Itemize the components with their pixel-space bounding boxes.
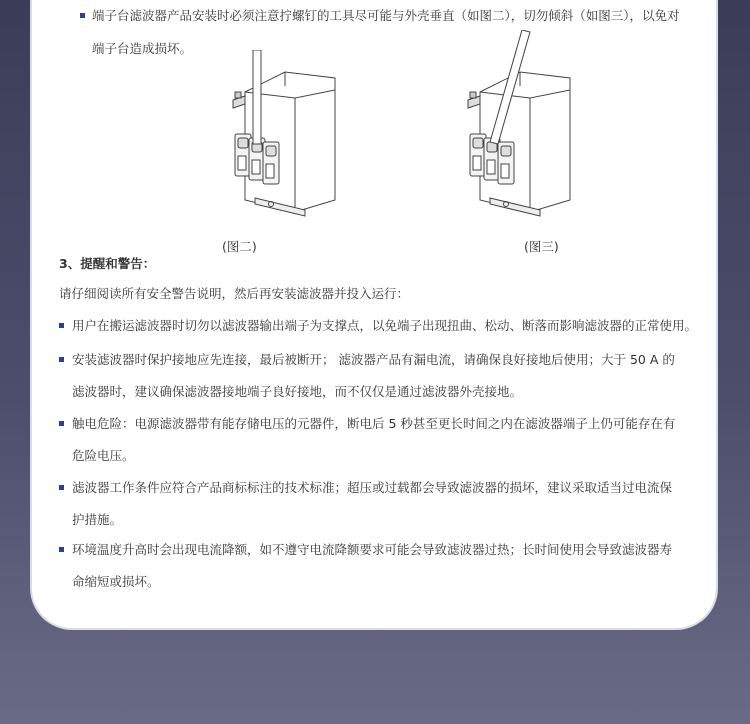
item-3-line-1: 触电危险：电源滤波器带有能存储电压的元器件，断电后 5 秒甚至更长时间之内在滤波器端子上仍可能存在有 <box>72 416 676 431</box>
intro-line-2: 端子台造成损坏。 <box>92 41 193 56</box>
bullet-marker <box>80 13 85 18</box>
bullet-marker <box>59 485 64 490</box>
item-5-line-2: 命缩短或损坏。 <box>72 574 160 589</box>
item-2-line-1: 安装滤波器时保护接地应先连接，最后被断开； 滤波器产品有漏电流，请确保良好接地后使用；大于 50 A 的 <box>72 352 675 367</box>
bullet-marker <box>59 421 64 426</box>
bullet-marker <box>59 323 64 328</box>
item-5-line-1: 环境温度升高时会出现电流降额，如不遵守电流降额要求可能会导致滤波器过热；长时间使用会导致滤波器寿 <box>72 542 673 557</box>
figure-2-illustration <box>225 50 345 220</box>
item-3-line-2: 危险电压。 <box>72 448 135 463</box>
figure-3-caption: (图三) <box>524 239 559 254</box>
content-card <box>32 0 716 628</box>
section-heading: 3、提醒和警告： <box>59 256 156 271</box>
item-2-line-2: 滤波器时，建议确保滤波器接地端子良好接地，而不仅仅是通过滤波器外壳接地。 <box>72 384 523 399</box>
figure-2-caption: (图二) <box>222 239 257 254</box>
bullet-marker <box>59 547 64 552</box>
intro-line-1: 端子台滤波器产品安装时必须注意拧螺钉的工具尽可能与外壳垂直（如图二），切勿倾斜（如图三），以免对 <box>92 8 680 23</box>
section-intro: 请仔细阅读所有安全警告说明，然后再安装滤波器并投入运行： <box>59 286 410 301</box>
figure-3-illustration <box>460 30 580 220</box>
item-4-line-1: 滤波器工作条件应符合产品商标标注的技术标准；超压或过载都会导致滤波器的损坏，建议采取适当过电流保 <box>72 480 673 495</box>
item-1-line-1: 用户在搬运滤波器时切勿以滤波器输出端子为支撑点，以免端子出现扭曲、松动、断落而影响滤波器的正常使用。 <box>72 318 698 333</box>
bullet-marker <box>59 357 64 362</box>
item-4-line-2: 护措施。 <box>72 512 123 527</box>
